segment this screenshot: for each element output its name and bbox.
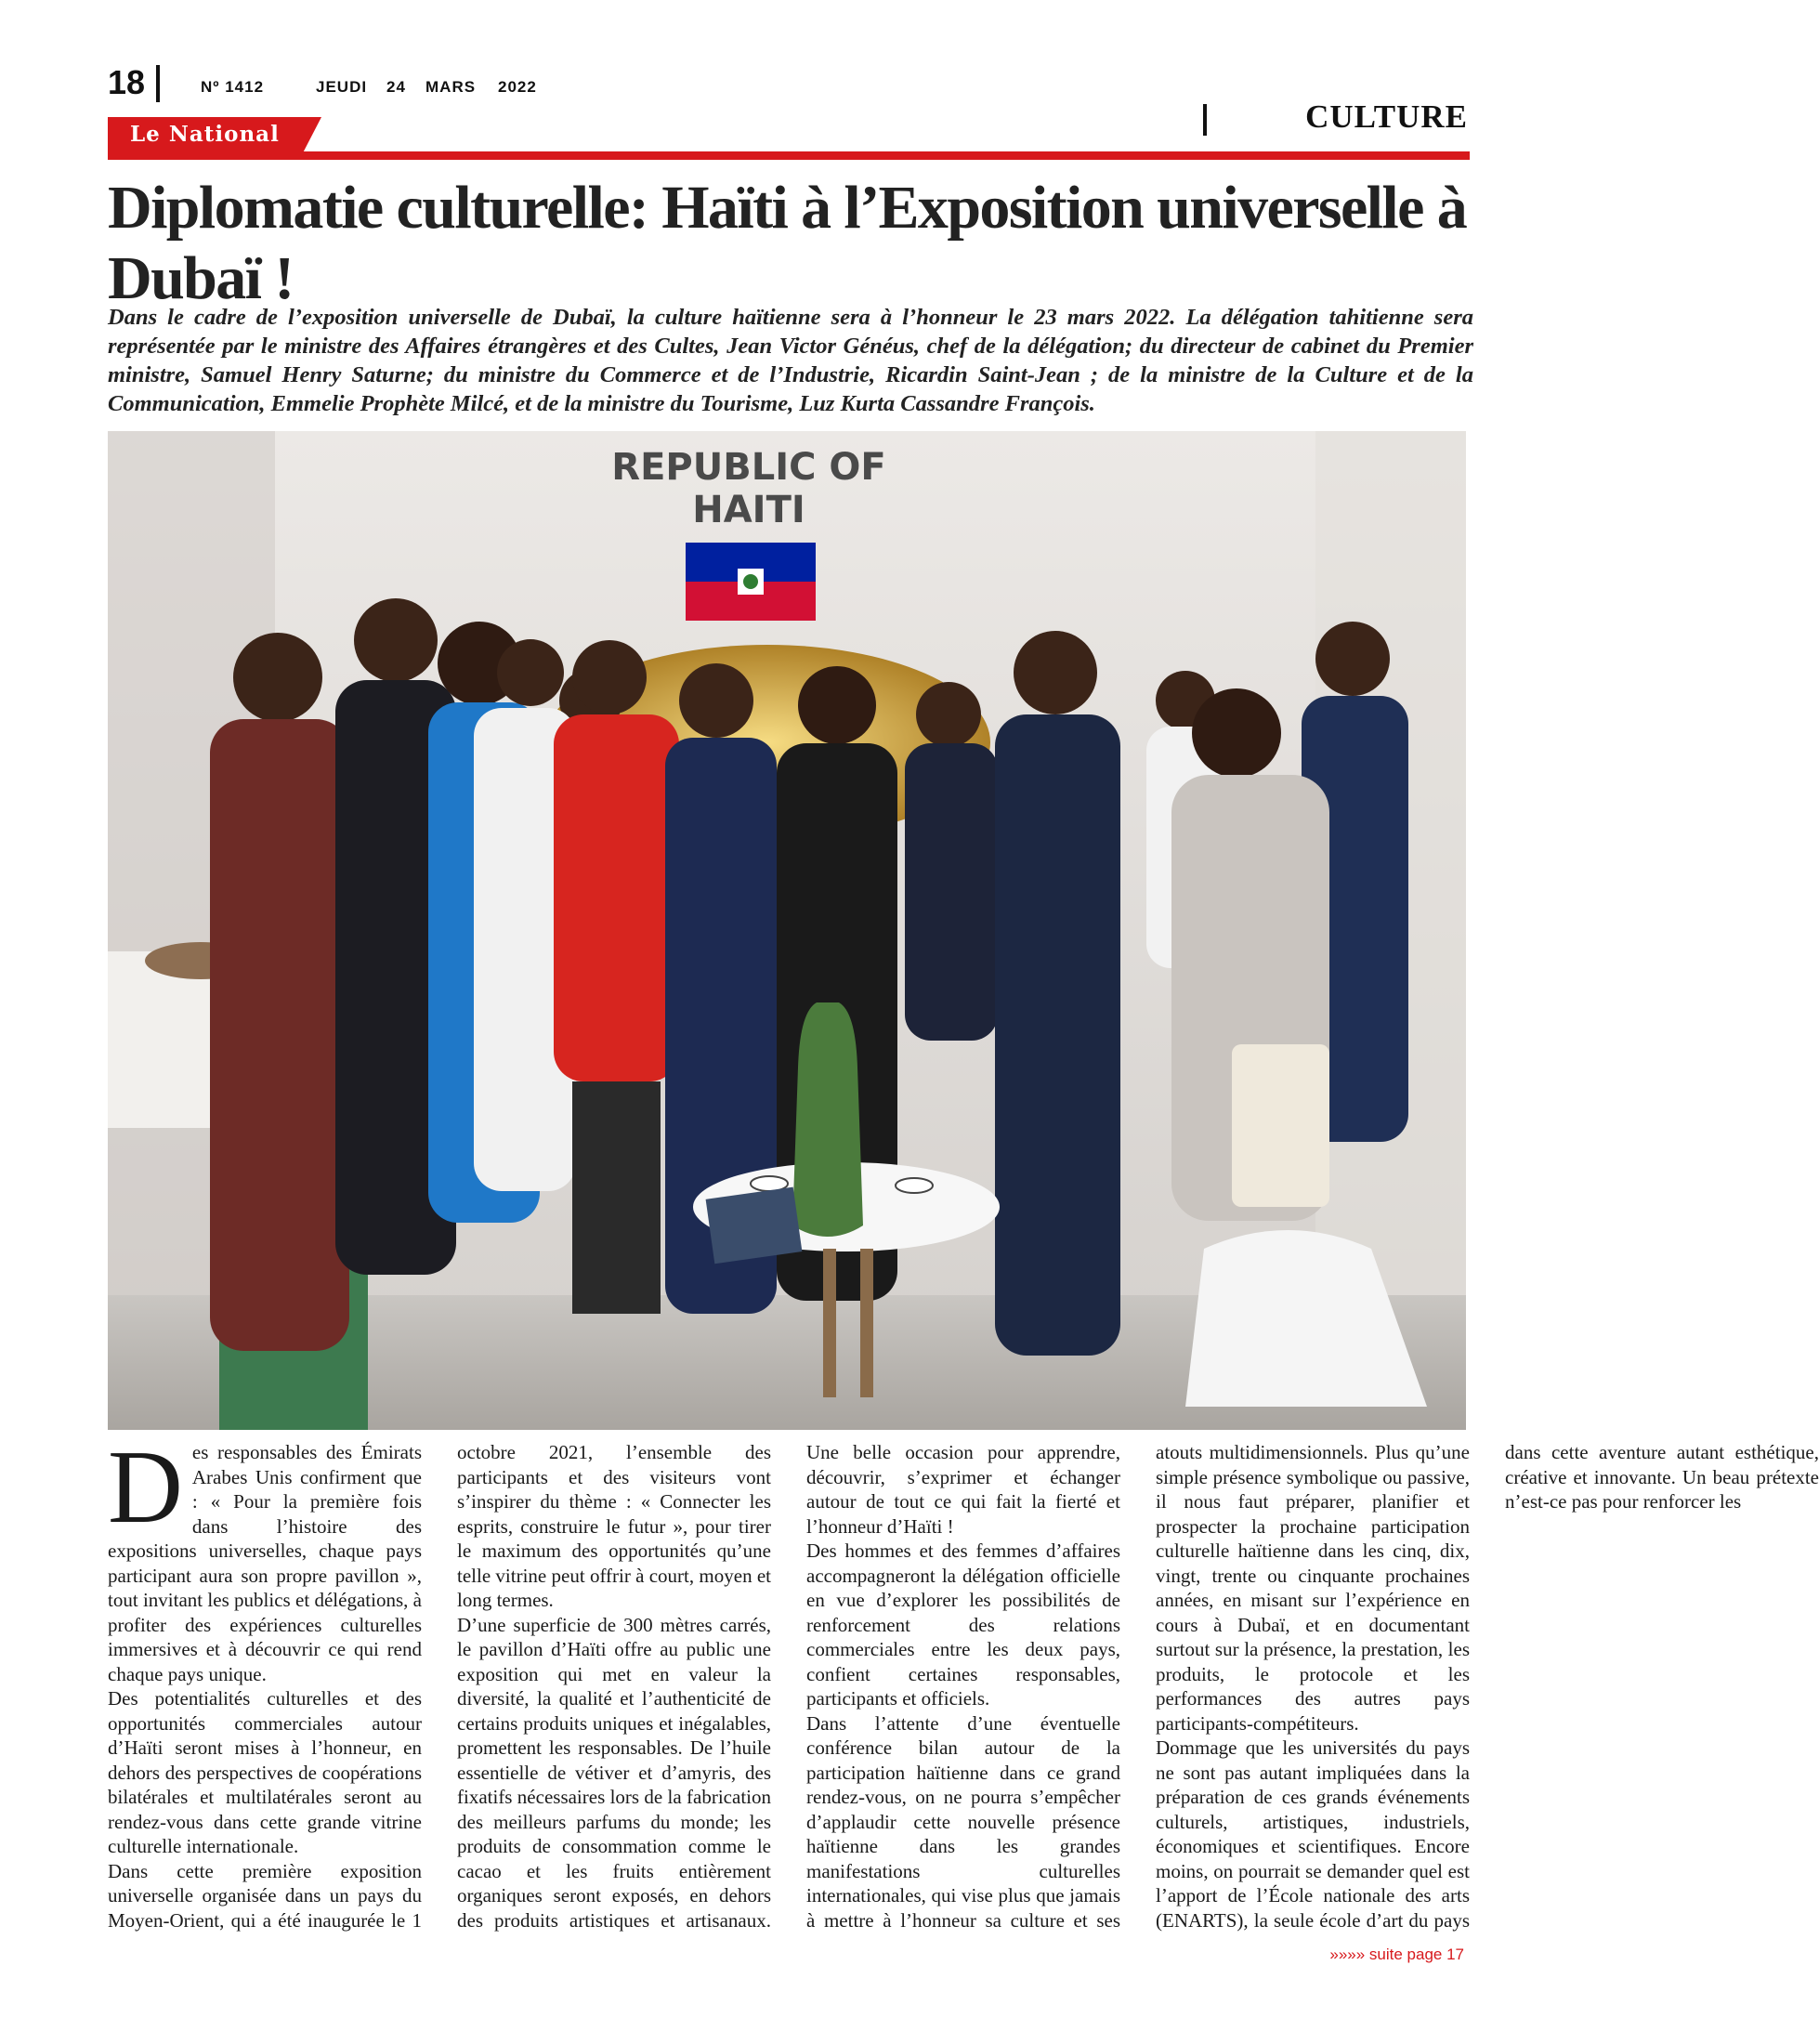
paragraph-6: Dans l’attente d’une éventuelle conférence bilan autour de la participation haïtienne dans ce grand rendez-vous, on ne pourra s’empêcher d’applaudir cette nouvelle présence haïtienne dans les grandes manifestations culturelles internationales, qui vise plus que jamais à mettre à l’honneur sa culture et ses atouts multidimensionnels. Plus qu’une simple présence symbolique ou passive, il nous faut préparer, planifier et prospecter la prochaine participation culturelle haïtienne dans les cinq, dix, vingt, trente ou cinquante prochaines années, en misant sur l’expérience en cours à Dubaï, et en documentant surtout sur la présence, la prestation, les produits, le protocole et les performances des autres pays participants-compétiteurs.	[806, 1441, 1470, 1932]
paragraph-2: Des potentialités culturelles et des opportunités commerciales autour d’Haïti seront mises à l’honneur, en dehors des perspectives de coopérations bilatérales et multilatérales seront au rendez-vous dans cette grande vitrine culturelle internationale.	[108, 1687, 422, 1857]
issue-date: 24	[386, 78, 406, 96]
issue-day: JEUDI	[316, 78, 368, 96]
magazine	[706, 1187, 803, 1264]
paragraph-1	[108, 1430, 422, 1686]
paragraph-3: Dans cette première exposition universelle organisée dans un pays du Moyen-Orient, qui a été inaugurée le 1 octobre 2021, l’ensemble des participants et des visiteurs vont s’inspirer du thème : « Connecter les esprits, construire le futur », pour tirer le maximum des opportunités qu’une telle vitrine peut offrir à court, moyen et long termes.	[108, 1441, 771, 1932]
deck: Dans le cadre de l’exposition universelle de Dubaï, la culture haïtienne sera à l’honneur le 23 mars 2022. La délégation tahitienne sera représentée par le ministre des Affaires étrangères et des Cultes, Jean Victor Généus, chef de la délégation; du directeur de cabinet du Premier ministre, Samuel Henry Saturne; du ministre du Commerce et de l’Industrie, Ricardin Saint-Jean ; de la ministre de la Culture et de la Communication, Emmelie Prophète Milcé, et de la ministre du Tourisme, Luz Kurta Cassandre François.	[108, 305, 1473, 416]
brand-name: Le National	[130, 122, 280, 147]
continued-link[interactable]: »»»» suite page 17	[1329, 1946, 1464, 1963]
paragraph-1-text: es responsables des Émirats Arabes Unis confirment que : « Pour la première fois dans l’histoire des expositions universelles, chaque pays participant aura son propre pavillon », tout invitant les publics et délégations, à profiter des expériences culturelles immersives et à découvrir ce qui rend chaque pays unique.	[108, 1441, 422, 1685]
paragraph-7: Dommage que les universités du pays ne sont pas autant impliquées dans la préparation de ces grands événements culturels, artistiques, industriels, économiques et scientifiques. Encore moins, on pourrait se demander quel est l’apport de l’École nationale des arts (ENARTS), la seule école d’art du pays dans cette aventure autant esthétique, créative et innovante. Un beau prétexte n’est-ce pas pour renforcer les	[1156, 1441, 1819, 1932]
pavilion-sign-line1: REPUBLIC OF	[611, 446, 886, 489]
drop-cap: D	[108, 1430, 183, 1545]
page-number: 18	[108, 63, 146, 101]
painted-vase	[792, 1002, 863, 1237]
header-divider	[156, 65, 160, 102]
paragraph-5: Des hommes et des femmes d’affaires accompagneront la délégation officielle en vue d’explorer les possibilités de renforcement des relations commerciales entre les deux pays, confient certaines responsables, participants et officiels.	[806, 1540, 1120, 1710]
issue-year: 2022	[498, 78, 537, 96]
article-photo	[108, 431, 1466, 1430]
section-divider	[1203, 104, 1207, 136]
issue-number: Nº 1412	[201, 78, 265, 96]
article-body	[108, 1430, 1819, 1942]
headline: Diplomatie culturelle: Haïti à l’Exposition universelle à Dubaï !	[108, 174, 1467, 312]
pavilion-sign-line2: HAITI	[692, 489, 805, 531]
painted-tote-bag	[1232, 1044, 1329, 1207]
haiti-flag	[686, 543, 816, 621]
header-rule	[108, 151, 1470, 160]
paragraph-4: D’une superficie de 300 mètres carrés, le pavillon d’Haïti offre au public une exposition qui met en valeur la diversité, la qualité et l’authenticité de certains produits uniques et inégalables, promettent les responsables. De l’huile essentielle de vétiver et d’amyris, des fixatifs nécessaires lors de la fabrication des meilleurs parfums du monde; les produits de consommation comme le cacao et les fruits entièrement organiques seront exposés, en dehors des produits artistiques et artisanaux. Une belle occasion pour apprendre, découvrir, s’exprimer et échanger autour de tout ce qui fait la fierté et l’honneur d’Haïti !	[457, 1441, 1120, 1932]
issue-month: MARS	[425, 78, 477, 96]
section-label: CULTURE	[1305, 98, 1468, 135]
